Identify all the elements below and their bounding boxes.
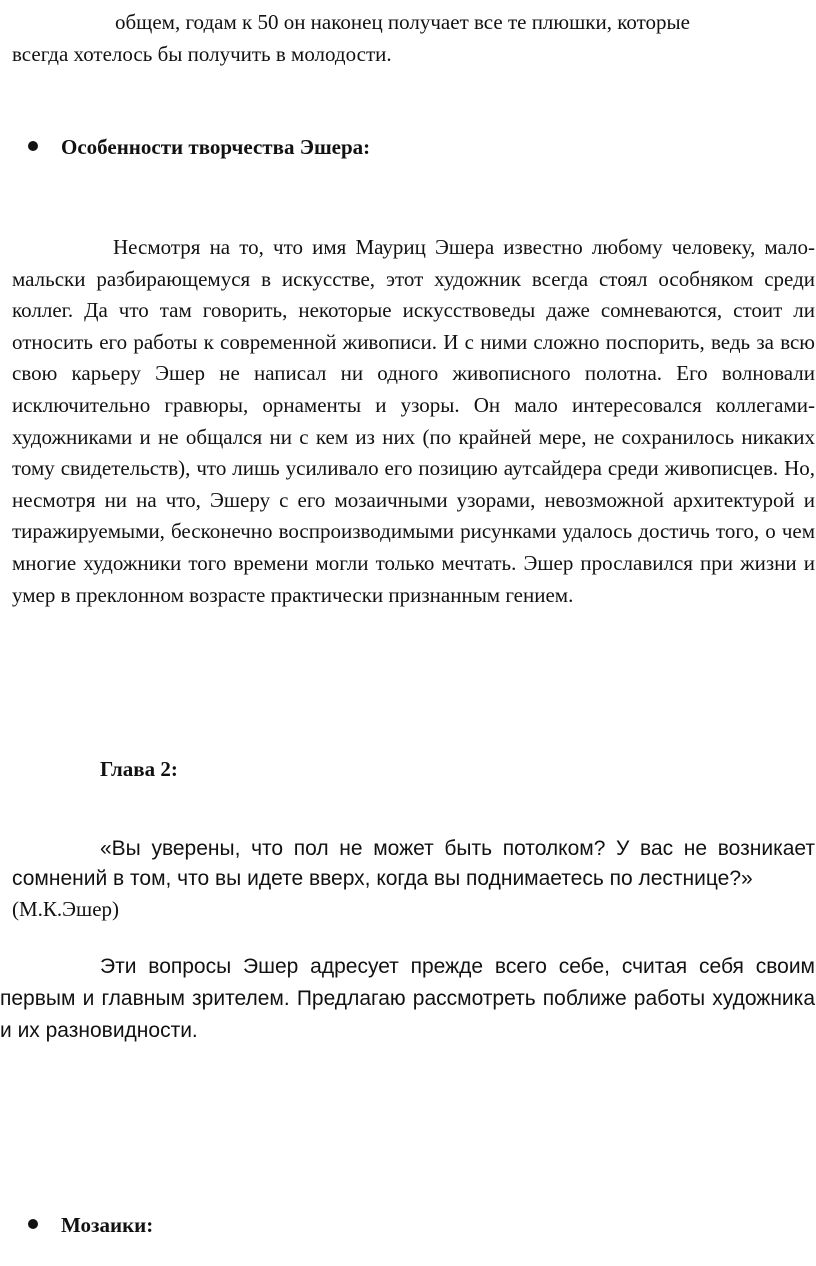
section-heading-features — [28, 135, 370, 160]
bullet-icon — [28, 1219, 38, 1229]
section-heading-mosaics — [28, 1213, 153, 1238]
paragraph-top-line-2: всегда хотелось бы получить в молодости. — [12, 42, 392, 66]
section-heading-features-text: Особенности творчества Эшера: — [61, 135, 371, 159]
bullet-icon — [28, 141, 38, 151]
paragraph-after-quote-text: Эти вопросы Эшер адресует прежде всего себе, считая себя своим первым и главным зрителем. Предлагаю рассмотреть поближе работы художника и их разновидности. — [0, 955, 815, 1042]
paragraph-after-quote — [0, 951, 815, 1047]
chapter-heading: Глава 2: — [100, 757, 178, 781]
section-heading-mosaics-text: Мозаики: — [61, 1213, 154, 1237]
paragraph-top-line-1: общем, годам к 50 он наконец получает все те плюшки, которые — [115, 10, 690, 34]
quote-author: (М.К.Эшер) — [12, 897, 120, 921]
paragraph-main-text: Несмотря на то, что имя Мауриц Эшера известно любому человеку, мало-мальски разбирающемуся в искусстве, этот художник всегда стоял особняком среди коллег. Да что там говорить, некоторые искусствоведы даже сомневаются, стоит ли относить его работы к современной живописи. И с ними сложно поспорить, ведь за всю свою карьеру Эшер не написал ни одного живописного полотна. Его волновали исключительно гравюры, орнаменты и узоры. Он мало интересовался коллегами-художниками и не общался ни с кем из них (по крайней мере, не сохранилось никаких тому свидетельств), что лишь усиливало его позицию аутсайдера среди живописцев. Но, несмотря ни на что, Эшеру с его мозаичными узорами, невозможной архитектурой и тиражируемыми, бесконечно воспроизводимыми рисунками удалось достичь того, о чем многие художники того времени могли только мечтать. Эшер прославился при жизни и умер в преклонном возрасте практически признанным гением. — [12, 235, 815, 607]
paragraph-top — [12, 6, 815, 70]
quote-text: «Вы уверены, что пол не может быть потолком? У вас не возникает сомнений в том, что вы идете вверх, когда вы поднимаетесь по лестнице?» — [12, 837, 815, 890]
quote-block — [12, 834, 815, 925]
paragraph-main — [12, 232, 815, 611]
